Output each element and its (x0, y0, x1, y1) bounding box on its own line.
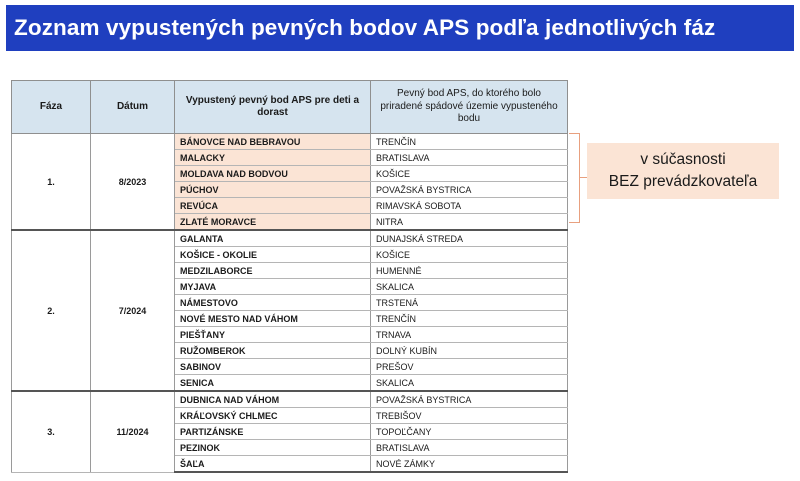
date-cell: 11/2024 (91, 391, 175, 472)
assigned-point-cell: POVAŽSKÁ BYSTRICA (371, 182, 568, 198)
header-phase: Fáza (12, 81, 91, 134)
released-point-cell: PARTIZÁNSKE (175, 424, 371, 440)
header-date: Dátum (91, 81, 175, 134)
assigned-point-cell: TRNAVA (371, 327, 568, 343)
released-point-cell: MOLDAVA NAD BODVOU (175, 166, 371, 182)
assigned-point-cell: KOŠICE (371, 166, 568, 182)
page-title: Zoznam vypustených pevných bodov APS podľa jednotlivých fáz (14, 15, 716, 40)
released-point-cell: KRÁĽOVSKÝ CHLMEC (175, 408, 371, 424)
assigned-point-cell: NITRA (371, 214, 568, 231)
released-point-cell: GALANTA (175, 230, 371, 247)
phase-cell: 3. (12, 391, 91, 472)
released-point-cell: NÁMESTOVO (175, 295, 371, 311)
assigned-point-cell: TREBIŠOV (371, 408, 568, 424)
released-point-cell: DUBNICA NAD VÁHOM (175, 391, 371, 408)
assigned-point-cell: TOPOĽČANY (371, 424, 568, 440)
assigned-point-cell: RIMAVSKÁ SOBOTA (371, 198, 568, 214)
assigned-point-cell: BRATISLAVA (371, 440, 568, 456)
assigned-point-cell: TRSTENÁ (371, 295, 568, 311)
note-line-2: BEZ prevádzkovateľa (608, 173, 758, 190)
released-point-cell: ZLATÉ MORAVCE (175, 214, 371, 231)
released-point-cell: ŠAĽA (175, 456, 371, 473)
note-callout (587, 143, 779, 199)
assigned-point-cell: TRENČÍN (371, 311, 568, 327)
assigned-point-cell: BRATISLAVA (371, 150, 568, 166)
assigned-point-cell: NOVÉ ZÁMKY (371, 456, 568, 473)
group-bracket-pointer (579, 177, 587, 178)
phase-cell: 2. (12, 230, 91, 391)
assigned-point-cell: TRENČÍN (371, 134, 568, 150)
assigned-point-cell: DOLNÝ KUBÍN (371, 343, 568, 359)
table-row (12, 391, 568, 408)
phases-table (11, 80, 568, 473)
phase-cell: 1. (12, 134, 91, 231)
released-point-cell: NOVÉ MESTO NAD VÁHOM (175, 311, 371, 327)
group-bracket (569, 133, 580, 223)
table-row (12, 230, 568, 247)
released-point-cell: RUŽOMBEROK (175, 343, 371, 359)
released-point-cell: SABINOV (175, 359, 371, 375)
assigned-point-cell: DUNAJSKÁ STREDA (371, 230, 568, 247)
assigned-point-cell: KOŠICE (371, 247, 568, 263)
released-point-cell: SENICA (175, 375, 371, 392)
table-body (12, 134, 568, 473)
released-point-cell: MYJAVA (175, 279, 371, 295)
header-released-point: Vypustený pevný bod APS pre deti a dorast (175, 81, 371, 134)
released-point-cell: REVÚCA (175, 198, 371, 214)
note-line-1: v súčasnosti (640, 151, 726, 168)
released-point-cell: PIEŠŤANY (175, 327, 371, 343)
released-point-cell: BÁNOVCE NAD BEBRAVOU (175, 134, 371, 150)
title-banner (6, 5, 794, 51)
released-point-cell: KOŠICE - OKOLIE (175, 247, 371, 263)
assigned-point-cell: POVAŽSKÁ BYSTRICA (371, 391, 568, 408)
assigned-point-cell: HUMENNÉ (371, 263, 568, 279)
date-cell: 8/2023 (91, 134, 175, 231)
table-row (12, 134, 568, 150)
released-point-cell: PÚCHOV (175, 182, 371, 198)
phases-table-container (11, 80, 568, 473)
header-assigned-point: Pevný bod APS, do ktorého bolo priradené spádové územie vypusteného bodu (371, 81, 568, 134)
assigned-point-cell: SKALICA (371, 375, 568, 392)
date-cell: 7/2024 (91, 230, 175, 391)
table-header-row (12, 81, 568, 134)
released-point-cell: PEZINOK (175, 440, 371, 456)
released-point-cell: MEDZILABORCE (175, 263, 371, 279)
released-point-cell: MALACKY (175, 150, 371, 166)
assigned-point-cell: PREŠOV (371, 359, 568, 375)
assigned-point-cell: SKALICA (371, 279, 568, 295)
